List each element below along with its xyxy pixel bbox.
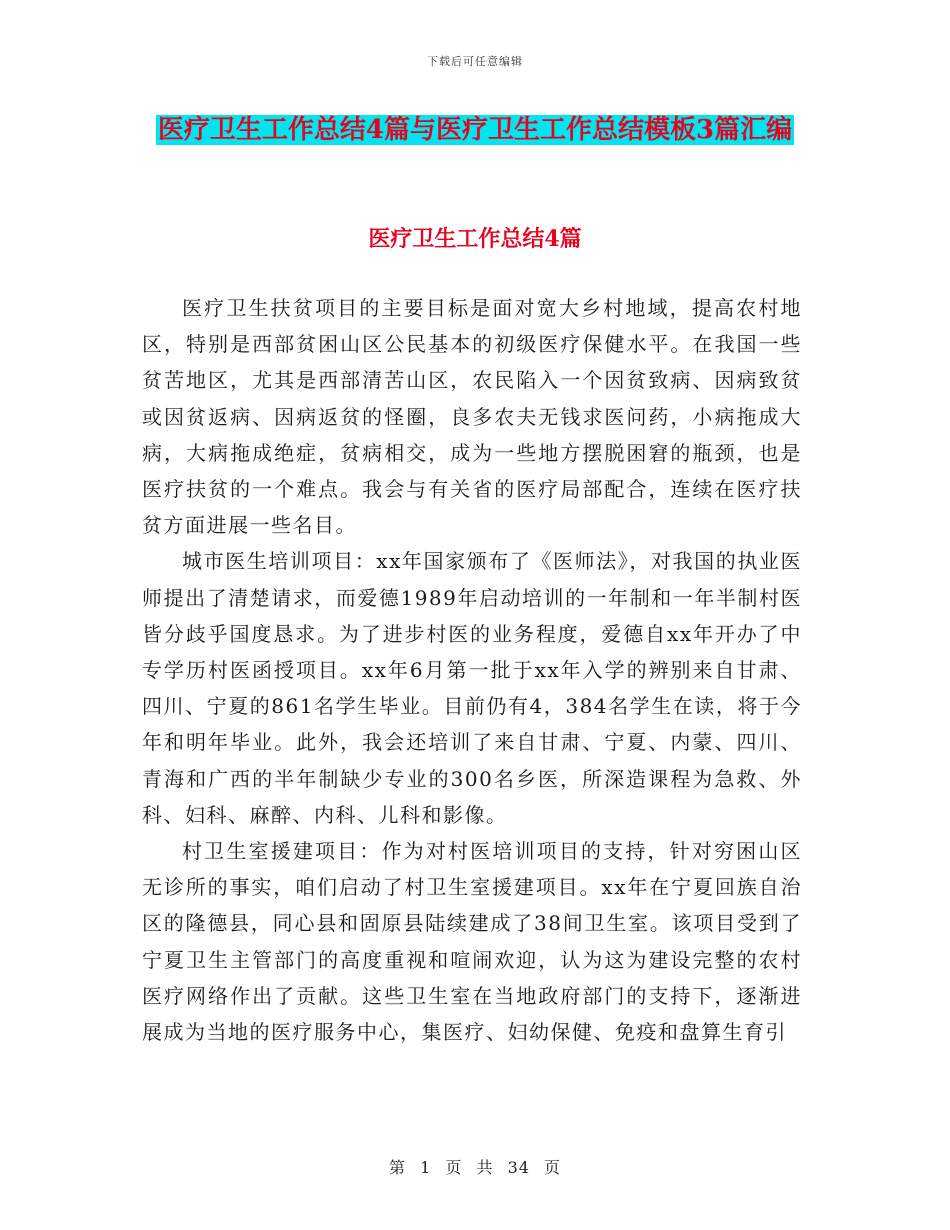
page-label-mid: 页 (445, 1158, 463, 1177)
total-label: 共 (476, 1158, 494, 1177)
paragraph: 村卫生室援建项目：作为对村医培训项目的支持，针对穷困山区无诊所的事实，咱们启动了村卫生室援建项目。xx年在宁夏回族自治区的隆德县，同心县和固原县陆续建成了38间卫生室。该项目受到了宁夏卫生主管部门的高度重视和喧闹欢迎，认为这为建设完整的农村医疗网络作出了贡献。这些卫生室在当地政府部门的支持下，逐渐进展成为当地的医疗服务中心，集医疗、妇幼保健、免疫和盘算生育引 (142, 839, 802, 1045)
total-suffix: 页 (544, 1158, 562, 1177)
total-pages: 34 (507, 1158, 530, 1177)
page-footer (0, 1155, 950, 1178)
paragraph: 医疗卫生扶贫项目的主要目标是面对宽大乡村地域，提高农村地区，特别是西部贫困山区公民基本的初级医疗保健水平。在我国一些贫苦地区，尤其是西部清苦山区，农民陷入一个因贫致病、因病致贫或因贫返病、因病返贫的怪圈，良多农夫无钱求医问药，小病拖成大病，大病拖成绝症，贫病相交，成为一些地方摆脱困窘的瓶颈，也是医疗扶贫的一个难点。我会与有关省的医疗局部配合，连续在医疗扶贫方面进展一些名目。 (142, 296, 802, 538)
document-title (140, 108, 810, 153)
page-number: 1 (420, 1158, 432, 1177)
header-note: 下载后可任意编辑 (427, 55, 523, 68)
page-label-prefix: 第 (388, 1158, 406, 1177)
document-body (142, 290, 802, 1050)
section-title: 医疗卫生工作总结4篇 (368, 226, 582, 252)
document-title-text: 医疗卫生工作总结4篇与医疗卫生工作总结模板3篇汇编 (157, 115, 793, 145)
paragraph: 城市医生培训项目：xx年国家颁布了《医师法》，对我国的执业医师提出了清楚请求，而爱德1989年启动培训的一年制和一年半制村医皆分歧乎国度恳求。为了进步村医的业务程度，爱德自xx年开办了中专学历村医函授项目。xx年6月第一批于xx年入学的辨别来自甘肃、四川、宁夏的861名学生毕业。目前仍有4，384名学生在读，将于今年和明年毕业。此外，我会还培训了来自甘肃、宁夏、内蒙、四川、青海和广西的半年制缺少专业的300名乡医，所深造课程为急救、外科、妇科、麻醉、内科、儿科和影像。 (142, 549, 802, 827)
